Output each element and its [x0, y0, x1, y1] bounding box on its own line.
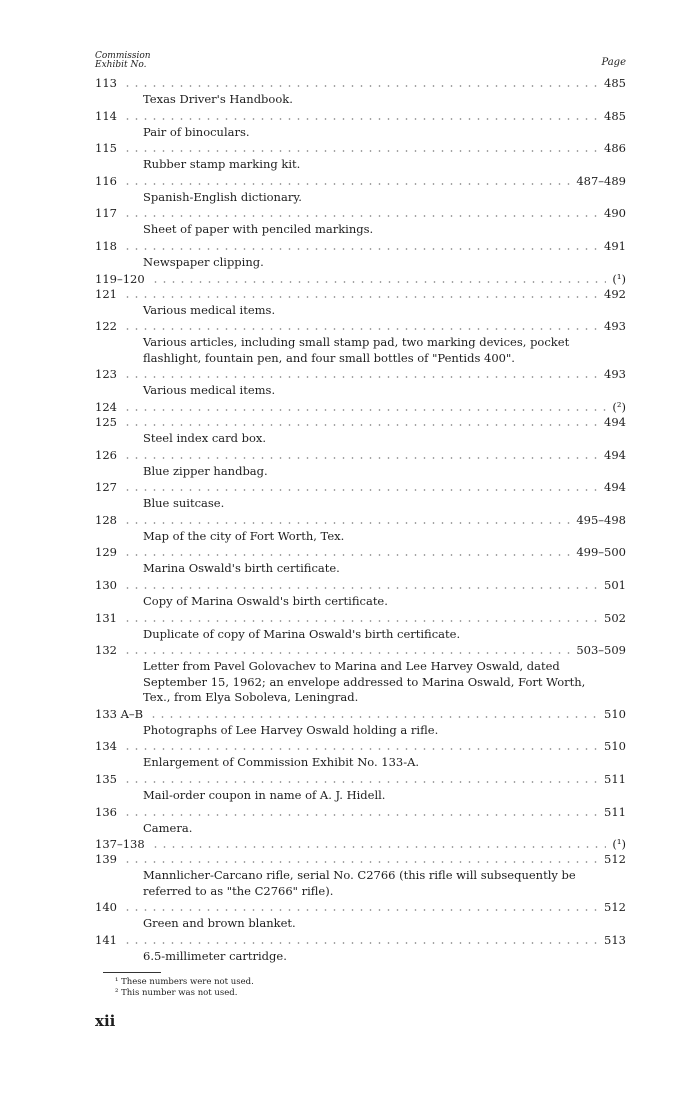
exhibit-number: 126 [95, 447, 117, 462]
exhibit-number-line [95, 319, 626, 334]
page-number: 501 [604, 577, 626, 592]
exhibit-number-line [95, 900, 626, 915]
page-number: 503–509 [576, 643, 626, 658]
dot-leader [149, 715, 598, 719]
exhibit-number: 136 [95, 804, 117, 819]
page-number: 502 [604, 610, 626, 625]
exhibit-description: Pair of binoculars. [143, 124, 250, 139]
exhibit-description: Texas Driver's Handbook. [143, 92, 293, 106]
page-number: (¹) [612, 271, 626, 286]
page-number: 512 [604, 900, 626, 915]
dot-leader [123, 375, 598, 379]
exhibit-number: 115 [95, 141, 117, 156]
page-number: 510 [604, 706, 626, 721]
exhibit-number: 123 [95, 367, 117, 382]
exhibit-number: 141 [95, 933, 117, 948]
exhibit-description: Newspaper clipping. [143, 254, 264, 269]
dot-leader [123, 747, 598, 751]
dot-leader [123, 84, 598, 88]
exhibit-number-line [95, 415, 626, 430]
exhibit-number-line [95, 141, 626, 156]
dot-leader [123, 813, 598, 817]
page-number: 513 [604, 933, 626, 948]
exhibit-number: 133 A–B [95, 706, 144, 721]
exhibit-number: 113 [95, 76, 117, 90]
exhibit-description: Letter from Pavel Golovachev to Marina and Lee Harvey Oswald, dated September 15, 1962; an envelope addressed to Marina Oswald, Fort Worth, Tex., from Elya Soboleva, Leningrad. [143, 659, 586, 705]
exhibit-number-line [95, 400, 626, 415]
exhibit-entry [95, 287, 626, 320]
exhibit-number: 134 [95, 739, 117, 754]
exhibit-entry [95, 415, 626, 448]
exhibit-description: Copy of Marina Oswald's birth certificate. [143, 593, 388, 608]
exhibit-number-line [95, 448, 626, 463]
exhibit-description: Various articles, including small stamp pad, two marking devices, pocket flashlight, fountain pen, and four small bottles of "Pentids 400". [143, 335, 570, 365]
dot-leader [123, 295, 598, 299]
exhibit-number-line [95, 480, 626, 495]
exhibit-number-line [95, 611, 626, 626]
exhibit-description: Enlargement of Commission Exhibit No. 133-A. [143, 755, 420, 770]
exhibit-number-line [95, 545, 626, 560]
exhibit-entry [95, 141, 626, 174]
exhibit-list [95, 76, 626, 966]
exhibit-number-line [95, 739, 626, 754]
exhibit-number-line [95, 76, 626, 91]
exhibit-description: Sheet of paper with penciled markings. [143, 222, 374, 237]
dot-leader [123, 908, 598, 912]
index-page [95, 52, 626, 999]
page-folio: xii [95, 1012, 116, 1030]
exhibit-number: 124 [95, 399, 117, 414]
exhibit-number-line [95, 578, 626, 593]
dot-leader [151, 845, 607, 849]
dot-leader [123, 149, 598, 153]
exhibit-entry [95, 643, 626, 707]
exhibit-description: Spanish-English dictionary. [143, 189, 302, 204]
dot-leader [123, 941, 598, 945]
column-header [95, 52, 626, 76]
exhibit-description: Mannlicher-Carcano rifle, serial No. C2766 (this rifle will subsequently be referred to as "the C2766" rifle). [143, 868, 576, 898]
dot-leader [123, 408, 606, 412]
exhibit-description: Marina Oswald's birth certificate. [143, 561, 340, 576]
page-number: (¹) [612, 837, 626, 852]
page-number: (²) [612, 399, 626, 414]
exhibit-entry [95, 239, 626, 272]
exhibit-description: Duplicate of copy of Marina Oswald's birth certificate. [143, 626, 461, 641]
exhibit-number-line [95, 206, 626, 221]
page-number: 511 [604, 772, 626, 787]
dot-leader [123, 247, 598, 251]
exhibit-description: Map of the city of Fort Worth, Tex. [143, 528, 345, 543]
page-number: 493 [604, 367, 626, 382]
footnote-2: ² This number was not used. [115, 987, 238, 998]
page-number: 494 [604, 447, 626, 462]
exhibit-number: 137–138 [95, 837, 145, 852]
exhibit-number: 118 [95, 238, 117, 253]
page-number: 494 [604, 480, 626, 495]
exhibit-entry [95, 611, 626, 644]
exhibit-number-line [95, 837, 626, 852]
page-number: 485 [604, 76, 626, 90]
exhibit-entry [95, 174, 626, 207]
page-number: 492 [604, 286, 626, 301]
exhibit-entry [95, 933, 626, 966]
exhibit-number: 119–120 [95, 271, 145, 286]
exhibit-entry [95, 76, 626, 109]
page-number: 490 [604, 206, 626, 221]
exhibit-entry [95, 707, 626, 740]
page-number: 486 [604, 141, 626, 156]
exhibit-entry [95, 900, 626, 933]
dot-leader [123, 651, 570, 655]
exhibit-description: Blue suitcase. [143, 496, 225, 511]
exhibit-description: Photographs of Lee Harvey Oswald holding a rifle. [143, 722, 439, 737]
page-number: 487–489 [576, 173, 626, 188]
exhibit-number: 117 [95, 206, 117, 221]
exhibit-description: Mail-order coupon in name of A. J. Hidell. [143, 788, 386, 803]
dot-leader [123, 488, 598, 492]
exhibit-number-line [95, 272, 626, 287]
page-number: 494 [604, 414, 626, 429]
exhibit-number-line [95, 707, 626, 722]
exhibit-entry [95, 852, 626, 900]
exhibit-number: 131 [95, 610, 117, 625]
exhibit-entry [95, 805, 626, 838]
dot-leader [123, 117, 598, 121]
exhibit-number-line [95, 367, 626, 382]
exhibit-entry [95, 772, 626, 805]
page-column-heading: Page [601, 57, 626, 68]
dot-leader [123, 586, 598, 590]
dot-leader [123, 327, 598, 331]
exhibit-entry [95, 448, 626, 481]
exhibit-entry [95, 319, 626, 367]
exhibit-description: Green and brown blanket. [143, 916, 296, 931]
exhibit-number: 122 [95, 319, 117, 334]
exhibit-number: 121 [95, 286, 117, 301]
exhibit-number: 132 [95, 643, 117, 658]
dot-leader [123, 521, 570, 525]
page-number: 491 [604, 238, 626, 253]
exhibit-number-line [95, 772, 626, 787]
exhibit-entry [95, 400, 626, 415]
exhibit-entry [95, 513, 626, 546]
exhibit-number: 128 [95, 512, 117, 527]
dot-leader [123, 780, 598, 784]
exhibit-number: 116 [95, 173, 117, 188]
exhibit-number-line [95, 513, 626, 528]
exhibit-description: 6.5-millimeter cartridge. [143, 949, 287, 964]
exhibit-number: 130 [95, 577, 117, 592]
dot-leader [123, 456, 598, 460]
page-number: 499–500 [576, 545, 626, 560]
exhibit-entry [95, 545, 626, 578]
dot-leader [151, 280, 607, 284]
exhibit-column-heading [95, 52, 151, 70]
exhibit-number-line [95, 287, 626, 302]
exhibit-number: 127 [95, 480, 117, 495]
exhibit-number-line [95, 933, 626, 948]
exhibit-entry [95, 837, 626, 852]
exhibit-entry [95, 272, 626, 287]
dot-leader [123, 182, 570, 186]
exhibit-number: 139 [95, 852, 117, 867]
exhibit-number: 140 [95, 900, 117, 915]
dot-leader [123, 214, 598, 218]
exhibit-description: Camera. [143, 820, 193, 835]
exhibit-number-line [95, 805, 626, 820]
dot-leader [123, 619, 598, 623]
page-number: 495–498 [576, 512, 626, 527]
page-number: 512 [604, 852, 626, 867]
dot-leader [123, 423, 598, 427]
exhibit-number: 129 [95, 545, 117, 560]
exhibit-description: Steel index card box. [143, 430, 267, 445]
exhibit-entry [95, 480, 626, 513]
exhibit-entry [95, 739, 626, 772]
page-number: 511 [604, 804, 626, 819]
exhibit-description: Blue zipper handbag. [143, 463, 268, 478]
exhibit-number: 114 [95, 108, 117, 123]
exhibit-number-line [95, 643, 626, 658]
exhibit-heading-line-2: Exhibit No. [95, 60, 147, 70]
footnote-1: ¹ These numbers were not used. [115, 976, 254, 987]
exhibit-description: Various medical items. [143, 383, 276, 398]
exhibit-entry [95, 367, 626, 400]
exhibit-number-line [95, 239, 626, 254]
dot-leader [123, 860, 598, 864]
exhibit-heading-line-1: Commission [95, 51, 151, 61]
exhibit-entry [95, 109, 626, 142]
exhibit-number: 125 [95, 414, 117, 429]
page-number: 493 [604, 319, 626, 334]
page-number: 485 [604, 108, 626, 123]
footnotes [95, 972, 626, 999]
exhibit-number-line [95, 109, 626, 124]
dot-leader [123, 553, 570, 557]
exhibit-number: 135 [95, 772, 117, 787]
exhibit-entry [95, 578, 626, 611]
page-number: 510 [604, 739, 626, 754]
exhibit-number-line [95, 852, 626, 867]
exhibit-description: Various medical items. [143, 302, 276, 317]
exhibit-description: Rubber stamp marking kit. [143, 157, 301, 172]
exhibit-number-line [95, 174, 626, 189]
footnote-rule [103, 972, 161, 973]
exhibit-entry [95, 206, 626, 239]
